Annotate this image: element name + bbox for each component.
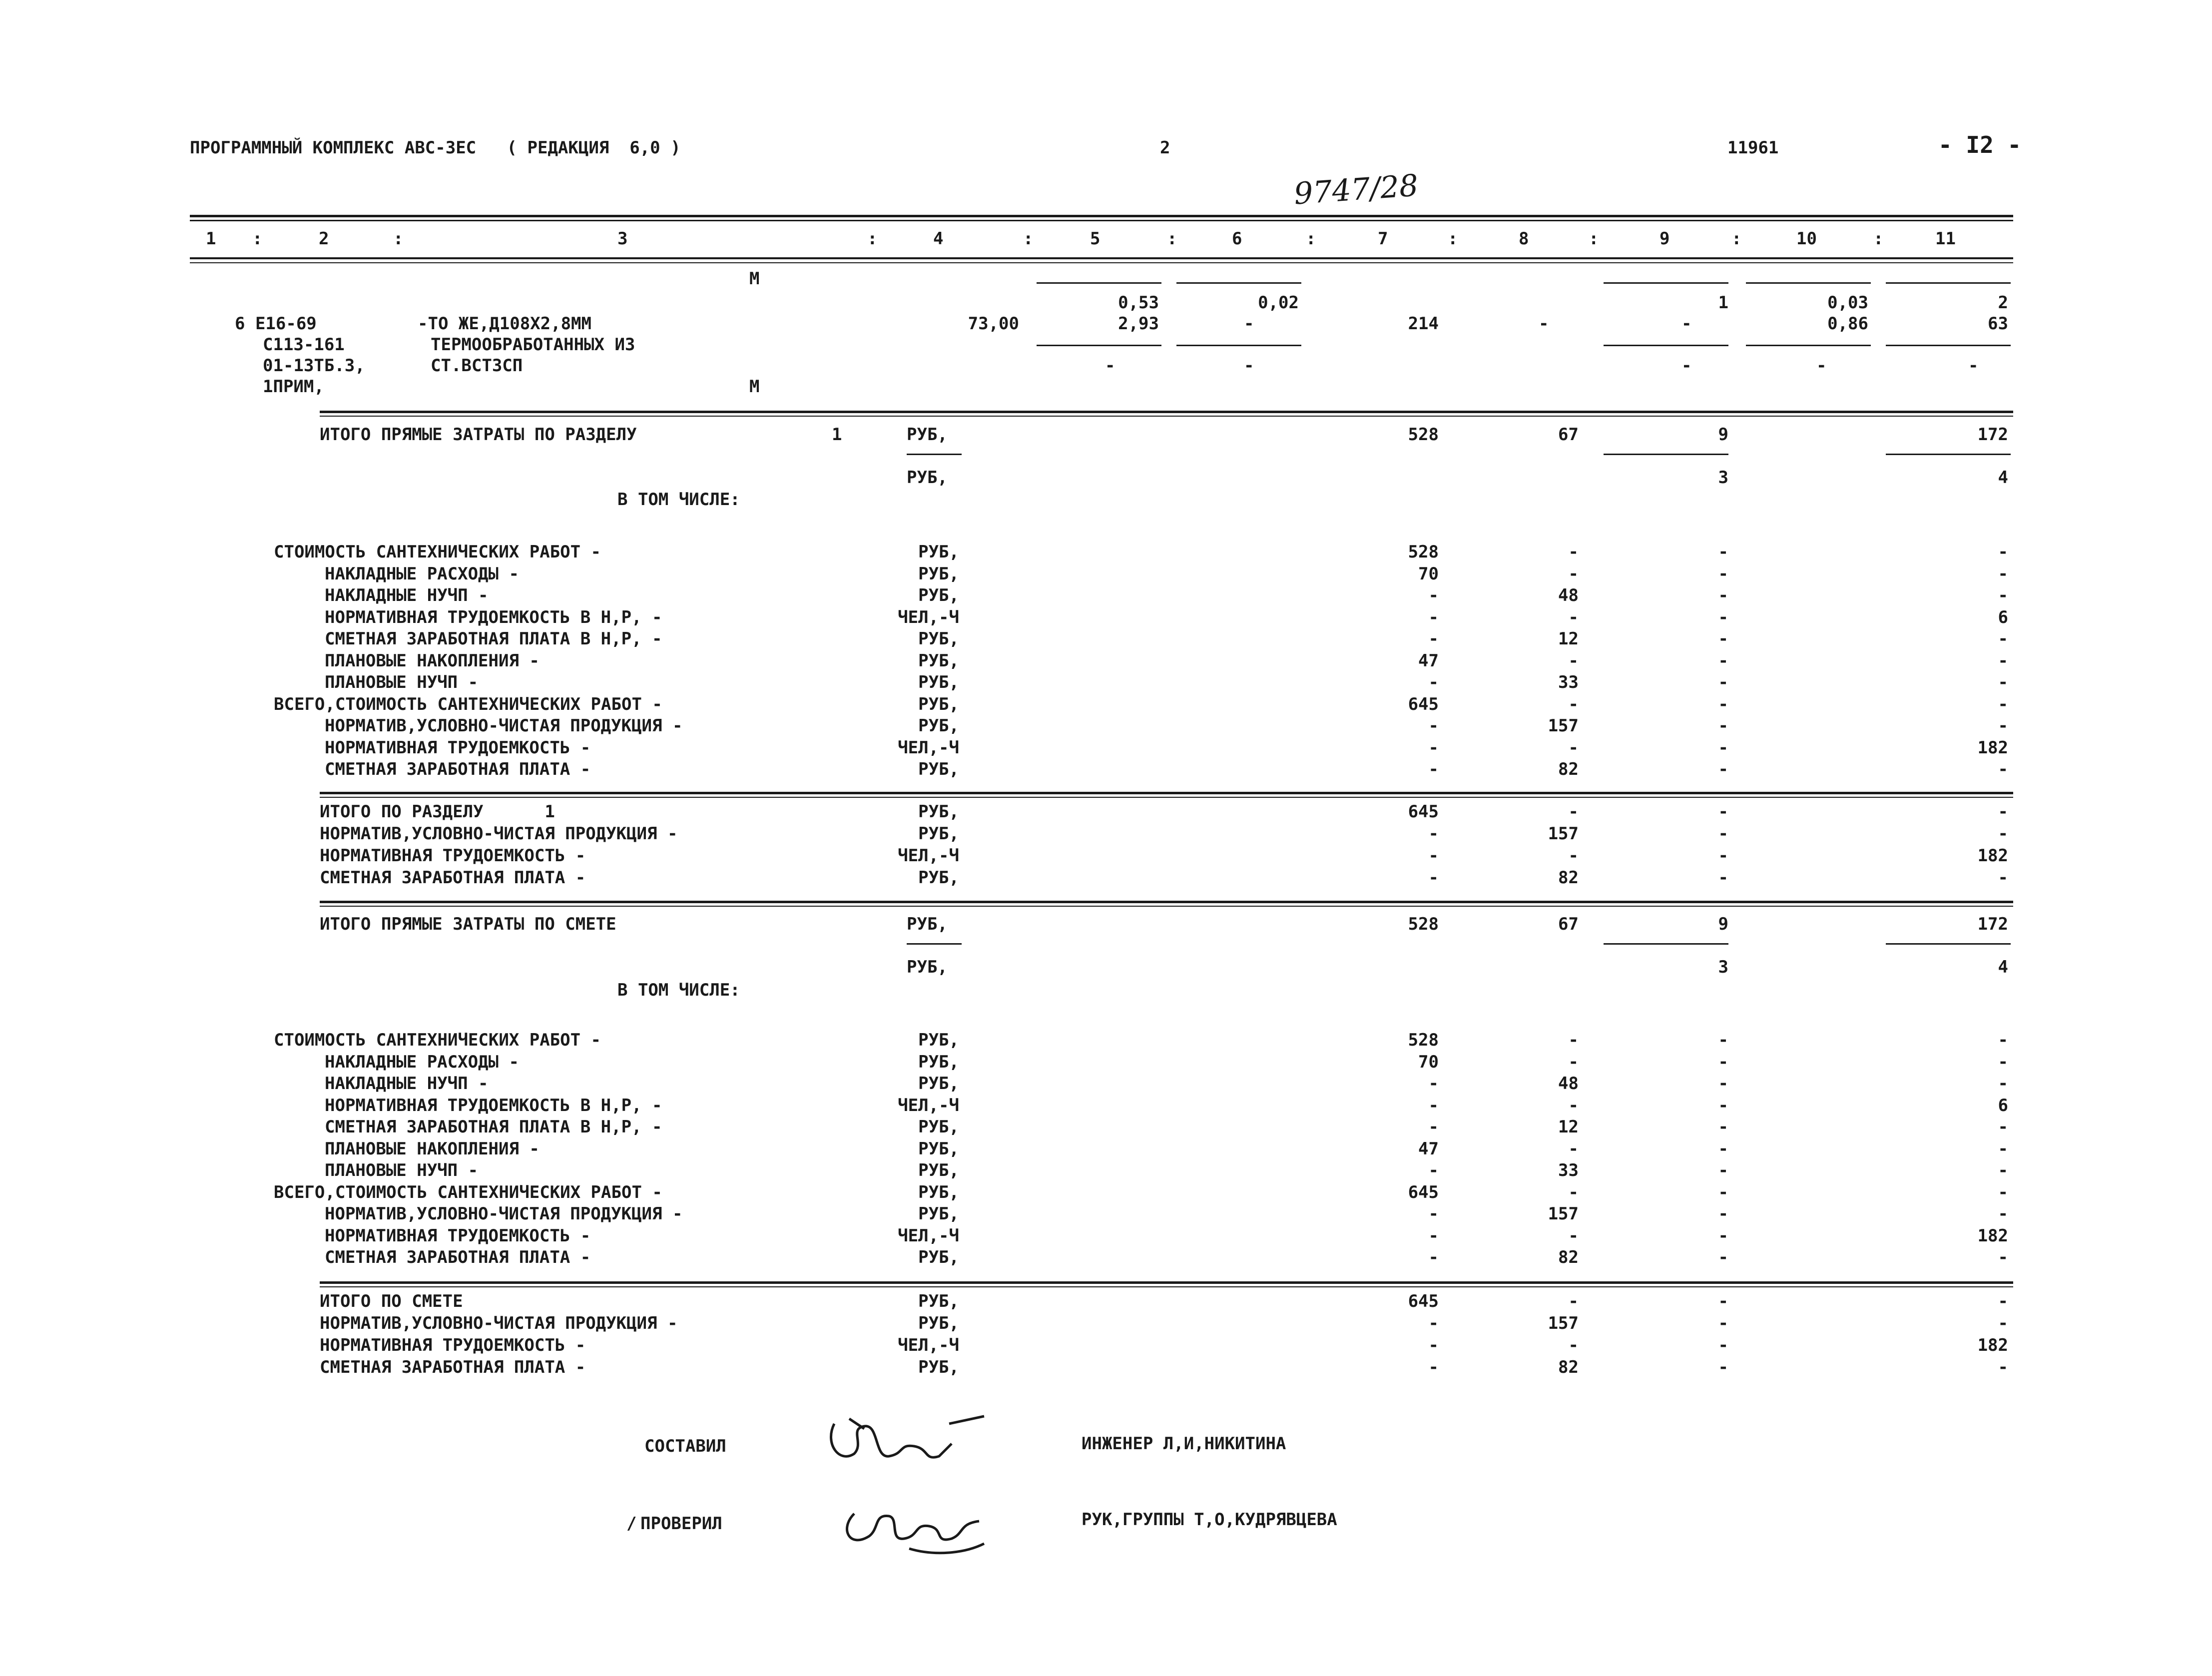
checked-by: РУК,ГРУППЫ Т,О,КУДРЯВЦЕВА <box>1082 1510 1337 1530</box>
col-head-5: 5 <box>1090 229 1101 249</box>
row-col11: - <box>1998 1204 2008 1224</box>
subrule <box>1886 345 2011 346</box>
row-col11: - <box>1998 1357 2008 1377</box>
row-col11: - <box>1998 759 2008 779</box>
item-col6-b: - <box>1244 314 1254 334</box>
row-col11: - <box>1998 1074 2008 1094</box>
row-col11: 182 <box>1977 846 2008 866</box>
row-col8: 82 <box>1558 1247 1579 1267</box>
row-col7: 47 <box>1418 650 1439 671</box>
unit-m-top: М <box>749 269 760 289</box>
row-col11: - <box>1998 824 2008 844</box>
row-unit: РУБ, <box>918 1357 959 1377</box>
col-sep: : <box>393 229 404 249</box>
row-col8: - <box>1568 1335 1579 1355</box>
row-unit: РУБ, <box>918 672 959 692</box>
rule-header-bottom <box>190 257 2013 259</box>
row-col11: 182 <box>1977 737 2008 758</box>
row-col11: - <box>1998 1030 2008 1050</box>
row-col8: 157 <box>1548 824 1579 844</box>
item-col6-a: 0,02 <box>1258 293 1299 313</box>
item-col5-b: 2,93 <box>1118 314 1159 334</box>
row-col11: - <box>1998 1313 2008 1333</box>
row-col7: - <box>1428 585 1439 605</box>
subrule <box>1604 345 1728 346</box>
row-col9: - <box>1718 716 1728 736</box>
row-col11: - <box>1998 802 2008 822</box>
item-col9-b: - <box>1681 314 1692 334</box>
row-col7: - <box>1428 1204 1439 1224</box>
row-col11: - <box>1998 1052 2008 1072</box>
row-col8: - <box>1568 1291 1579 1311</box>
row-col11: - <box>1998 1138 2008 1159</box>
row-label: НОРМАТИВНАЯ ТРУДОЕМКОСТЬ В Н,Р, - <box>325 607 662 627</box>
row-col7: - <box>1428 607 1439 627</box>
row-unit: ЧЕЛ,-Ч <box>898 1095 959 1116</box>
rule <box>320 906 2013 907</box>
row-label: СМЕТНАЯ ЗАРАБОТНАЯ ПЛАТА - <box>325 759 591 779</box>
row-unit: РУБ, <box>918 1204 959 1224</box>
section-total-unit: РУБ, <box>907 425 948 445</box>
row-col9: - <box>1718 1335 1728 1355</box>
row-col8: - <box>1568 542 1579 562</box>
item-code-3: 1ПРИМ, <box>263 377 324 397</box>
row-col9: - <box>1718 1030 1728 1050</box>
row-col9: - <box>1718 1182 1728 1202</box>
row-col9: - <box>1718 1117 1728 1137</box>
checked-mark: / <box>626 1514 637 1534</box>
row-col7: - <box>1428 716 1439 736</box>
col-sep: : <box>252 229 263 249</box>
row-label: СМЕТНАЯ ЗАРАБОТНАЯ ПЛАТА - <box>320 868 586 888</box>
row-col8: 12 <box>1558 629 1579 649</box>
estimate-total-unit: РУБ, <box>907 914 948 934</box>
row-col11: 182 <box>1977 1225 2008 1246</box>
row-label: НАКЛАДНЫЕ РАСХОДЫ - <box>325 563 519 584</box>
row-col8: 48 <box>1558 585 1579 605</box>
col-sep: : <box>1448 229 1458 249</box>
row-label: СМЕТНАЯ ЗАРАБОТНАЯ ПЛАТА - <box>320 1357 586 1377</box>
section-total-col9b: 3 <box>1718 468 1728 488</box>
program-title: ПРОГРАММНЫЙ КОМПЛЕКС АВС-3ЕС ( РЕДАКЦИЯ 6,0 ) <box>190 138 681 158</box>
estimate-total-label: ИТОГО ПРЯМЫЕ ЗАТРАТЫ ПО СМЕТЕ <box>320 914 616 934</box>
row-unit: РУБ, <box>918 759 959 779</box>
item-col4: 73,00 <box>968 314 1019 334</box>
row-col7: - <box>1428 1225 1439 1246</box>
row-label: ИТОГО ПО СМЕТЕ <box>320 1291 463 1311</box>
row-col8: 82 <box>1558 868 1579 888</box>
section-total-label: ИТОГО ПРЯМЫЕ ЗАТРАТЫ ПО РАЗДЕЛУ <box>320 425 637 445</box>
col-head-11: 11 <box>1935 229 1956 249</box>
col-head-4: 4 <box>933 229 944 249</box>
row-unit: РУБ, <box>918 716 959 736</box>
row-col11: - <box>1998 868 2008 888</box>
row-col9: - <box>1718 1160 1728 1180</box>
estimate-including-label: В ТОМ ЧИСЛЕ: <box>617 980 740 1000</box>
row-unit: ЧЕЛ,-Ч <box>898 607 959 627</box>
row-col9: - <box>1718 759 1728 779</box>
row-unit: РУБ, <box>918 694 959 714</box>
row-col8: 82 <box>1558 759 1579 779</box>
row-col8: - <box>1568 563 1579 584</box>
row-col11: 6 <box>1998 1095 2008 1116</box>
checked-signature <box>834 1494 1004 1564</box>
row-label: НОРМАТИВНАЯ ТРУДОЕМКОСТЬ - <box>325 737 591 758</box>
row-unit: РУБ, <box>918 824 959 844</box>
row-label: НОРМАТИВ,УСЛОВНО-ЧИСТАЯ ПРОДУКЦИЯ - <box>325 1204 683 1224</box>
row-col7: - <box>1428 737 1439 758</box>
col-sep: : <box>1023 229 1034 249</box>
row-col11: - <box>1998 650 2008 671</box>
row-col7: 70 <box>1418 1052 1439 1072</box>
subrule <box>1176 282 1301 284</box>
subrule <box>1746 345 1871 346</box>
col-head-2: 2 <box>319 229 329 249</box>
row-col7: - <box>1428 824 1439 844</box>
row-col11: - <box>1998 563 2008 584</box>
document-code: 11961 <box>1727 138 1779 158</box>
item-col6-c: - <box>1244 356 1254 376</box>
row-label: ПЛАНОВЫЕ НАКОПЛЕНИЯ - <box>325 1138 540 1159</box>
subrule <box>1886 454 2011 455</box>
col-head-8: 8 <box>1519 229 1529 249</box>
row-unit: ЧЕЛ,-Ч <box>898 1225 959 1246</box>
col-head-7: 7 <box>1378 229 1388 249</box>
item-col9-a: 1 <box>1718 293 1728 313</box>
row-col9: - <box>1718 846 1728 866</box>
row-col7: 645 <box>1408 802 1439 822</box>
row-unit: ЧЕЛ,-Ч <box>898 737 959 758</box>
col-sep: : <box>1873 229 1884 249</box>
row-label: НОРМАТИВНАЯ ТРУДОЕМКОСТЬ В Н,Р, - <box>325 1095 662 1116</box>
handwritten-reference: 9747/28 <box>1292 168 1420 212</box>
section-including-label: В ТОМ ЧИСЛЕ: <box>617 490 740 510</box>
row-label: СТОИМОСТЬ САНТЕХНИЧЕСКИХ РАБОТ - <box>274 1030 601 1050</box>
row-col11: - <box>1998 1182 2008 1202</box>
col-sep: : <box>1306 229 1316 249</box>
row-col8: 157 <box>1548 1313 1579 1333</box>
row-label: СМЕТНАЯ ЗАРАБОТНАЯ ПЛАТА - <box>325 1247 591 1267</box>
page-mark: - I2 - <box>1938 131 2022 158</box>
row-col8: - <box>1568 607 1579 627</box>
section-total-col11b: 4 <box>1998 468 2008 488</box>
item-col9-c: - <box>1681 356 1692 376</box>
row-col7: - <box>1428 1247 1439 1267</box>
row-unit: РУБ, <box>918 1182 959 1202</box>
rule <box>320 411 2013 413</box>
col-sep: : <box>1731 229 1742 249</box>
section-total-num: 1 <box>832 425 842 445</box>
col-sep: : <box>867 229 878 249</box>
row-unit: РУБ, <box>918 650 959 671</box>
row-col9: - <box>1718 694 1728 714</box>
estimate-total-col9: 9 <box>1718 914 1728 934</box>
row-col7: - <box>1428 1095 1439 1116</box>
row-col8: - <box>1568 650 1579 671</box>
row-col8: - <box>1568 1182 1579 1202</box>
row-col11: - <box>1998 1291 2008 1311</box>
row-col11: - <box>1998 585 2008 605</box>
row-col8: 12 <box>1558 1117 1579 1137</box>
subrule <box>1604 454 1728 455</box>
row-label: НАКЛАДНЫЕ НУЧП - <box>325 1074 489 1094</box>
row-unit: РУБ, <box>918 1117 959 1137</box>
row-label: ПЛАНОВЫЕ НУЧП - <box>325 1160 479 1180</box>
row-col7: - <box>1428 868 1439 888</box>
row-col7: 528 <box>1408 1030 1439 1050</box>
subrule <box>1604 943 1728 945</box>
item-col11-b: 63 <box>1988 314 2008 334</box>
row-col7: 70 <box>1418 563 1439 584</box>
estimate-total-unit2: РУБ, <box>907 957 948 977</box>
item-col5-a: 0,53 <box>1118 293 1159 313</box>
estimate-total-col7: 528 <box>1408 914 1439 934</box>
section-total-unit2: РУБ, <box>907 468 948 488</box>
row-col8: - <box>1568 1030 1579 1050</box>
row-col7: 645 <box>1408 694 1439 714</box>
subrule <box>1886 282 2011 284</box>
row-label: ВСЕГО,СТОИМОСТЬ САНТЕХНИЧЕСКИХ РАБОТ - <box>274 1182 662 1202</box>
col-head-9: 9 <box>1659 229 1670 249</box>
row-col11: - <box>1998 1117 2008 1137</box>
checked-label: ПРОВЕРИЛ <box>640 1514 722 1534</box>
row-label: ВСЕГО,СТОИМОСТЬ САНТЕХНИЧЕСКИХ РАБОТ - <box>274 694 662 714</box>
row-label: НОРМАТИВ,УСЛОВНО-ЧИСТАЯ ПРОДУКЦИЯ - <box>320 1313 678 1333</box>
row-col7: - <box>1428 629 1439 649</box>
section-total-col8: 67 <box>1558 425 1579 445</box>
row-col8: 82 <box>1558 1357 1579 1377</box>
row-unit: РУБ, <box>918 868 959 888</box>
row-unit: ЧЕЛ,-Ч <box>898 1335 959 1355</box>
row-col8: - <box>1568 737 1579 758</box>
row-col7: - <box>1428 1160 1439 1180</box>
row-label: НОРМАТИВНАЯ ТРУДОЕМКОСТЬ - <box>320 846 586 866</box>
row-col8: 33 <box>1558 1160 1579 1180</box>
row-col7: - <box>1428 1357 1439 1377</box>
row-unit: РУБ, <box>918 563 959 584</box>
row-col9: - <box>1718 1313 1728 1333</box>
compiled-by: ИНЖЕНЕР Л,И,НИКИТИНА <box>1082 1434 1286 1454</box>
row-unit: РУБ, <box>918 1052 959 1072</box>
rule <box>320 797 2013 798</box>
compiled-signature <box>819 1409 989 1479</box>
row-unit: РУБ, <box>918 1138 959 1159</box>
row-col7: 645 <box>1408 1182 1439 1202</box>
row-label: СМЕТНАЯ ЗАРАБОТНАЯ ПЛАТА В Н,Р, - <box>325 1117 662 1137</box>
item-col7: 214 <box>1408 314 1439 334</box>
row-col8: - <box>1568 694 1579 714</box>
row-label: НОРМАТИВ,УСЛОВНО-ЧИСТАЯ ПРОДУКЦИЯ - <box>320 824 678 844</box>
subrule <box>907 943 962 945</box>
row-unit: РУБ, <box>918 1313 959 1333</box>
section-total-col9: 9 <box>1718 425 1728 445</box>
row-col9: - <box>1718 802 1728 822</box>
col-sep: : <box>1167 229 1177 249</box>
row-unit: РУБ, <box>918 585 959 605</box>
row-col9: - <box>1718 1204 1728 1224</box>
row-col7: - <box>1428 1313 1439 1333</box>
row-unit: РУБ, <box>918 1074 959 1094</box>
item-pos-code: 6 Е16-69 <box>235 314 317 334</box>
row-col8: 48 <box>1558 1074 1579 1094</box>
row-col8: 157 <box>1548 1204 1579 1224</box>
estimate-total-col11: 172 <box>1977 914 2008 934</box>
col-head-3: 3 <box>617 229 628 249</box>
item-code-1: С113-161 <box>263 335 345 355</box>
row-col11: - <box>1998 694 2008 714</box>
row-col8: - <box>1568 846 1579 866</box>
row-label: НОРМАТИВ,УСЛОВНО-ЧИСТАЯ ПРОДУКЦИЯ - <box>325 716 683 736</box>
row-unit: РУБ, <box>918 1291 959 1311</box>
row-unit: ЧЕЛ,-Ч <box>898 846 959 866</box>
row-col9: - <box>1718 1247 1728 1267</box>
rule <box>320 1281 2013 1284</box>
row-col7: - <box>1428 1074 1439 1094</box>
row-label: НОРМАТИВНАЯ ТРУДОЕМКОСТЬ - <box>320 1335 586 1355</box>
row-col7: - <box>1428 759 1439 779</box>
row-col9: - <box>1718 1138 1728 1159</box>
row-col11: 182 <box>1977 1335 2008 1355</box>
col-head-6: 6 <box>1232 229 1242 249</box>
row-col8: - <box>1568 1095 1579 1116</box>
estimate-total-col11b: 4 <box>1998 957 2008 977</box>
rule <box>320 1286 2013 1287</box>
subrule <box>1604 282 1728 284</box>
row-col8: - <box>1568 1225 1579 1246</box>
row-col8: 33 <box>1558 672 1579 692</box>
row-col11: - <box>1998 1247 2008 1267</box>
row-col9: - <box>1718 650 1728 671</box>
item-desc-3: СТ.ВСТ3СП <box>431 356 523 376</box>
rule <box>320 792 2013 794</box>
item-col8: - <box>1539 314 1549 334</box>
row-unit: РУБ, <box>918 1160 959 1180</box>
item-col11-c: - <box>1968 356 1979 376</box>
col-sep: : <box>1589 229 1599 249</box>
item-col10-c: - <box>1816 356 1827 376</box>
row-col7: - <box>1428 1117 1439 1137</box>
row-col7: 47 <box>1418 1138 1439 1159</box>
row-col9: - <box>1718 824 1728 844</box>
subrule <box>1037 345 1161 346</box>
row-col8: - <box>1568 802 1579 822</box>
row-col9: - <box>1718 542 1728 562</box>
row-col7: - <box>1428 846 1439 866</box>
item-code-2: 01-13ТБ.3, <box>263 356 365 376</box>
row-unit: РУБ, <box>918 802 959 822</box>
row-unit: РУБ, <box>918 629 959 649</box>
row-col7: 528 <box>1408 542 1439 562</box>
row-col11: - <box>1998 629 2008 649</box>
subrule <box>1746 282 1871 284</box>
rule-header-bottom-2 <box>190 262 2013 263</box>
row-unit: РУБ, <box>918 1030 959 1050</box>
rule <box>320 901 2013 903</box>
item-col5-c: - <box>1105 356 1115 376</box>
row-col11: - <box>1998 542 2008 562</box>
item-col10-b: 0,86 <box>1827 314 1868 334</box>
row-label: НАКЛАДНЫЕ РАСХОДЫ - <box>325 1052 519 1072</box>
row-label: СМЕТНАЯ ЗАРАБОТНАЯ ПЛАТА В Н,Р, - <box>325 629 662 649</box>
row-col11: - <box>1998 672 2008 692</box>
section-total-col7: 528 <box>1408 425 1439 445</box>
row-col9: - <box>1718 1052 1728 1072</box>
item-col10-a: 0,03 <box>1827 293 1868 313</box>
row-label: ПЛАНОВЫЕ НАКОПЛЕНИЯ - <box>325 650 540 671</box>
rule-top <box>190 215 2013 217</box>
item-unit: М <box>749 377 760 397</box>
row-col9: - <box>1718 585 1728 605</box>
compiled-label: СОСТАВИЛ <box>644 1436 726 1456</box>
row-col8: 157 <box>1548 716 1579 736</box>
col-head-1: 1 <box>206 229 216 249</box>
col-head-10: 10 <box>1796 229 1817 249</box>
row-label: НОРМАТИВНАЯ ТРУДОЕМКОСТЬ - <box>325 1225 591 1246</box>
estimate-total-col9b: 3 <box>1718 957 1728 977</box>
row-col9: - <box>1718 672 1728 692</box>
section-total-col11: 172 <box>1977 425 2008 445</box>
row-col9: - <box>1718 1095 1728 1116</box>
item-desc-2: ТЕРМООБРАБОТАННЫХ ИЗ <box>431 335 635 355</box>
row-col9: - <box>1718 563 1728 584</box>
item-desc-1: -ТО ЖЕ,Д108Х2,8ММ <box>418 314 591 334</box>
rule-top-2 <box>190 220 2013 221</box>
row-col9: - <box>1718 607 1728 627</box>
row-col11: 6 <box>1998 607 2008 627</box>
subrule <box>1886 943 2011 945</box>
row-col11: - <box>1998 1160 2008 1180</box>
subrule <box>1176 345 1301 346</box>
row-label: ПЛАНОВЫЕ НУЧП - <box>325 672 479 692</box>
estimate-total-col8: 67 <box>1558 914 1579 934</box>
row-col9: - <box>1718 737 1728 758</box>
row-col11: - <box>1998 716 2008 736</box>
row-label: СТОИМОСТЬ САНТЕХНИЧЕСКИХ РАБОТ - <box>274 542 601 562</box>
rule <box>320 416 2013 417</box>
row-label: ИТОГО ПО РАЗДЕЛУ 1 <box>320 802 555 822</box>
row-col8: - <box>1568 1138 1579 1159</box>
row-col9: - <box>1718 629 1728 649</box>
row-label: НАКЛАДНЫЕ НУЧП - <box>325 585 489 605</box>
item-col11-a: 2 <box>1998 293 2008 313</box>
row-unit: РУБ, <box>918 1247 959 1267</box>
row-col7: - <box>1428 672 1439 692</box>
subrule <box>907 454 962 455</box>
row-col9: - <box>1718 1291 1728 1311</box>
row-col9: - <box>1718 868 1728 888</box>
sheet-number: 2 <box>1160 138 1170 158</box>
row-unit: РУБ, <box>918 542 959 562</box>
row-col7: 645 <box>1408 1291 1439 1311</box>
row-col7: - <box>1428 1335 1439 1355</box>
row-col8: - <box>1568 1052 1579 1072</box>
row-col9: - <box>1718 1225 1728 1246</box>
row-col9: - <box>1718 1074 1728 1094</box>
subrule <box>1037 282 1161 284</box>
row-col9: - <box>1718 1357 1728 1377</box>
